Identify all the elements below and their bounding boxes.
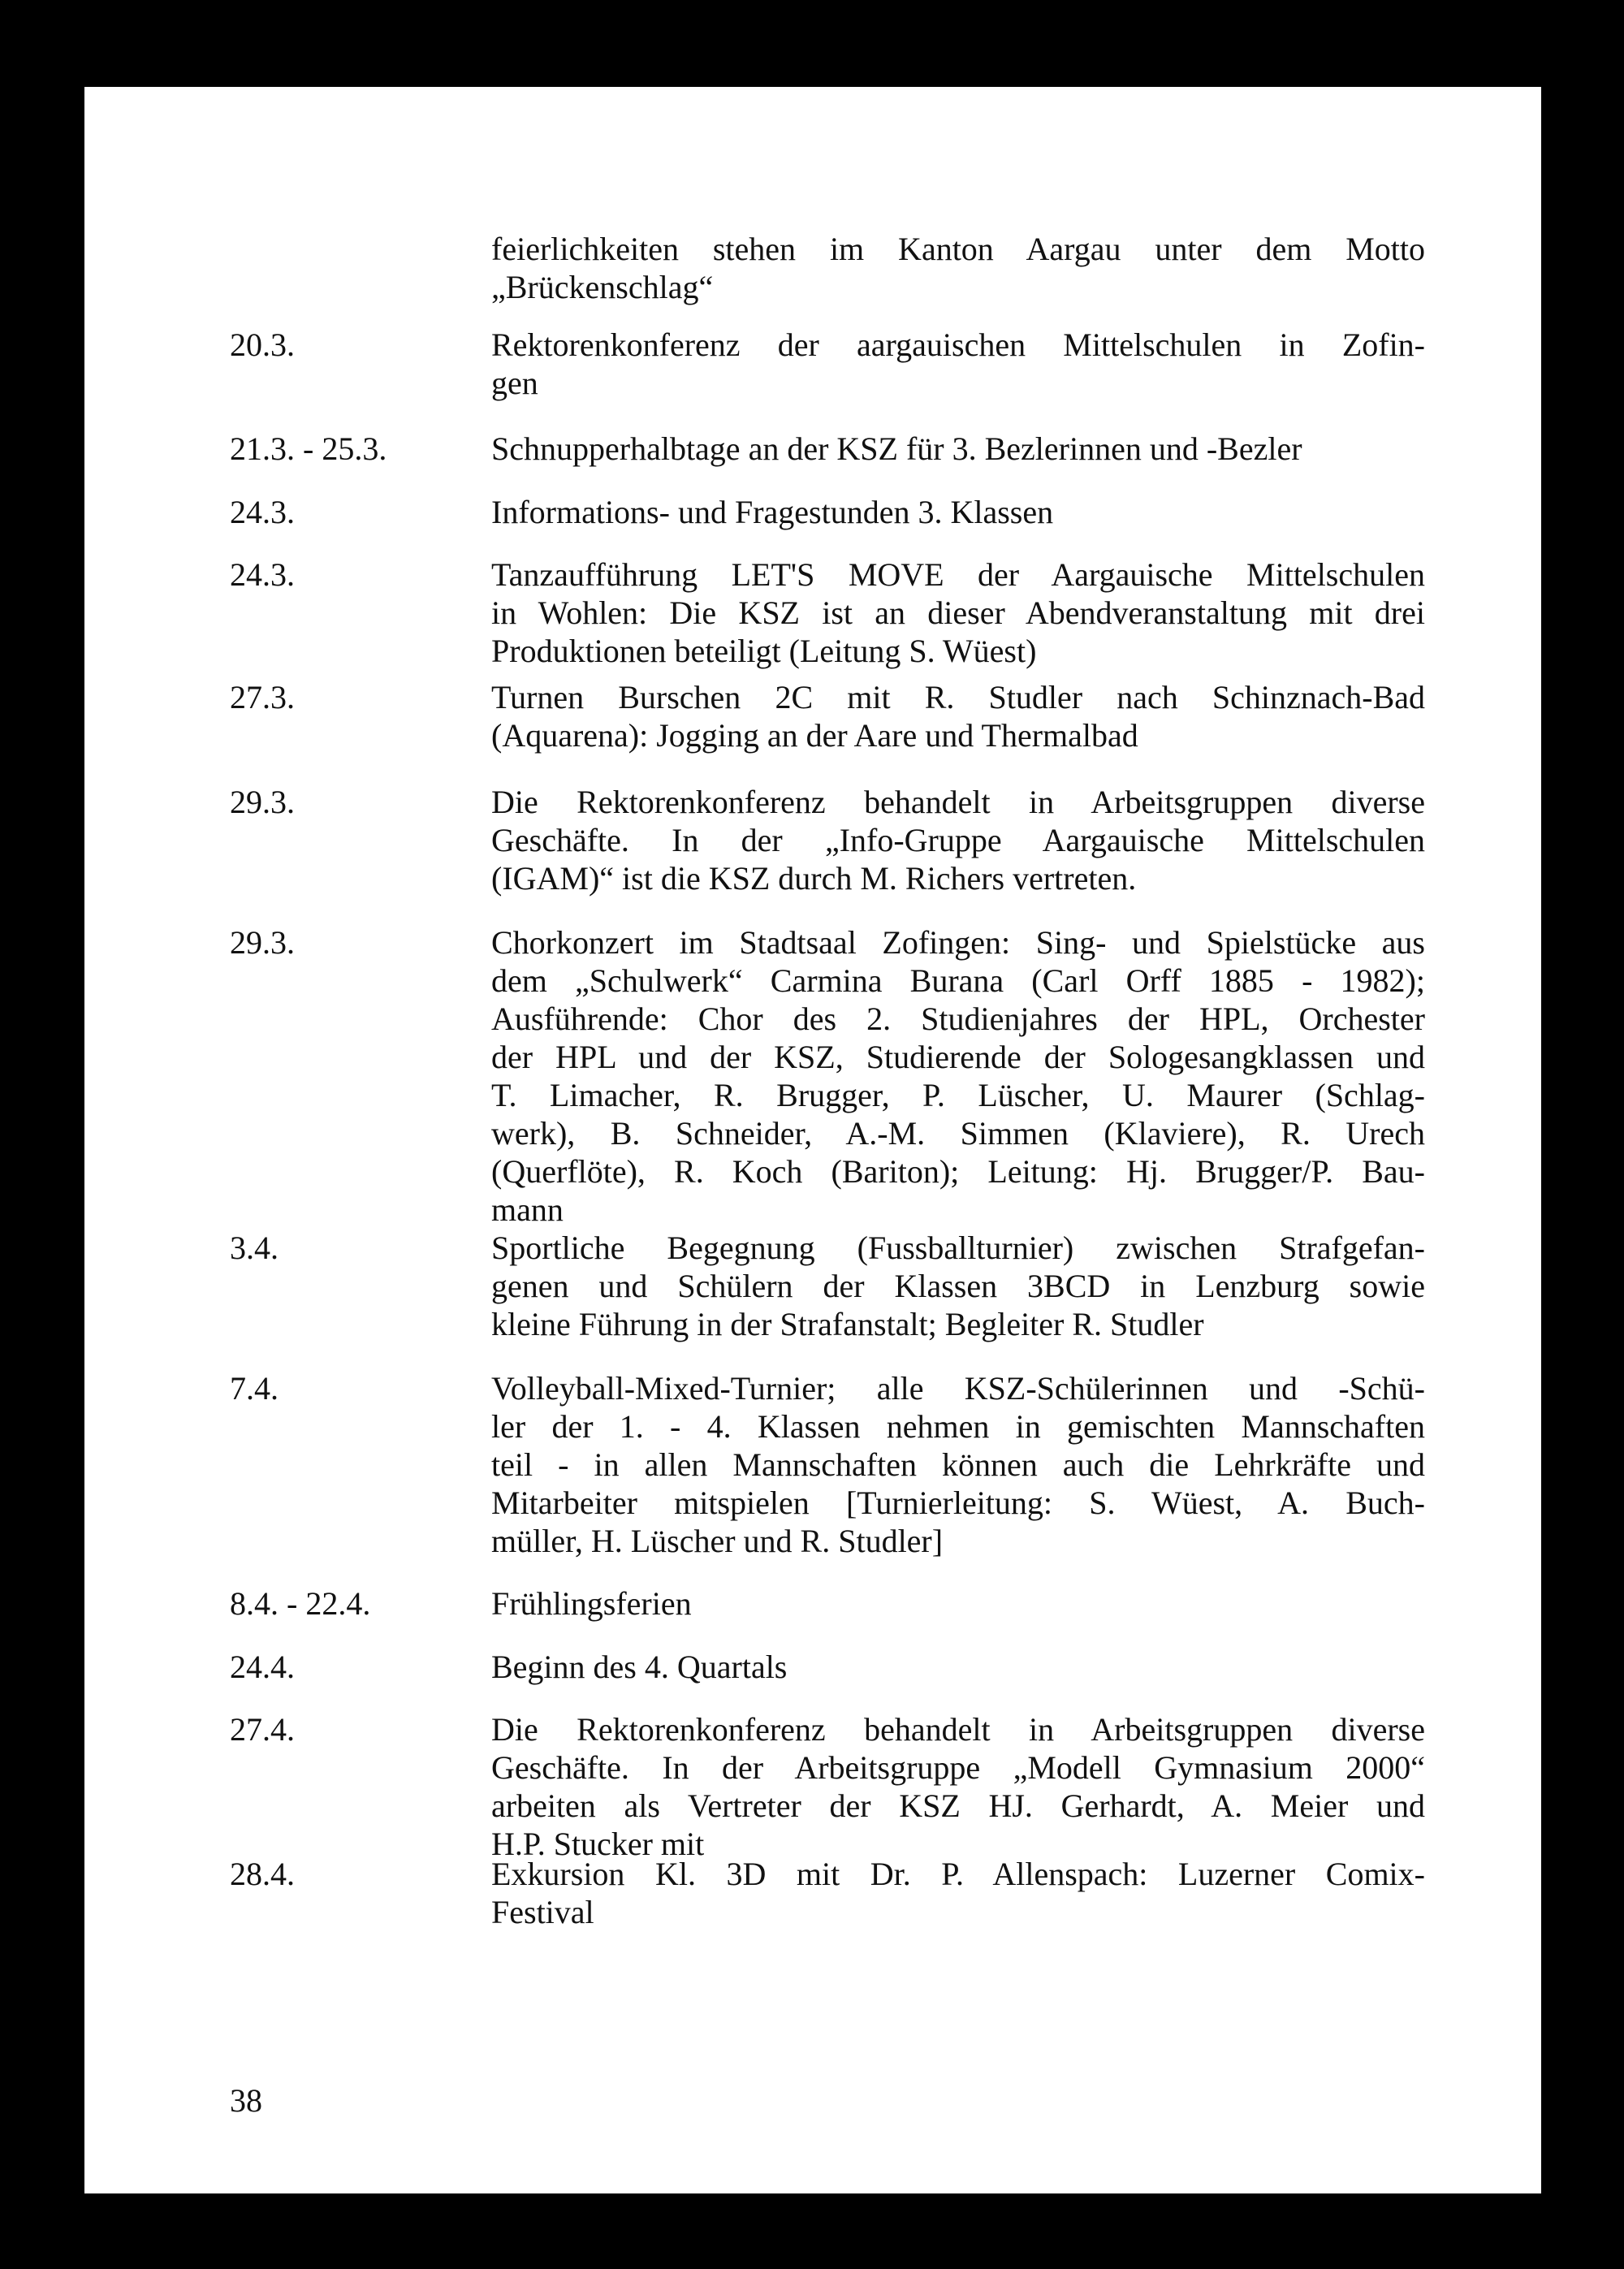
text-line: Rektorenkonferenz der aargauischen Mittelschulen in Zofin- xyxy=(491,326,1425,363)
text-line: Geschäfte. In der Arbeitsgruppe „Modell Gymnasium 2000“ xyxy=(491,1749,1425,1786)
text-line: Festival xyxy=(491,1894,594,1930)
entry-text xyxy=(491,1855,1425,1931)
text-line: (Querflöte), R. Koch (Bariton); Leitung: Hj. Brugger/P. Bau- xyxy=(491,1153,1425,1190)
entry-text xyxy=(491,1229,1425,1343)
entry-text xyxy=(491,555,1425,670)
entry-date: 20.3. xyxy=(230,326,295,363)
text-line: Beginn des 4. Quartals xyxy=(491,1649,788,1685)
text-line: (IGAM)“ ist die KSZ durch M. Richers vertreten. xyxy=(491,860,1137,897)
text-line: Frühlingsferien xyxy=(491,1585,692,1622)
text-line: T. Limacher, R. Brugger, P. Lüscher, U. Maurer (Schlag- xyxy=(491,1077,1425,1113)
text-line: müller, H. Lüscher und R. Studler] xyxy=(491,1523,944,1559)
document-page xyxy=(84,87,1541,2193)
text-line: Chorkonzert im Stadtsaal Zofingen: Sing- und Spielstücke aus xyxy=(491,924,1425,961)
text-line: werk), B. Schneider, A.-M. Simmen (Klaviere), R. Urech xyxy=(491,1115,1425,1152)
entry-text xyxy=(491,678,1425,754)
entry-date: 8.4. - 22.4. xyxy=(230,1585,371,1622)
entry-text xyxy=(491,326,1425,402)
text-line: Exkursion Kl. 3D mit Dr. P. Allenspach: Luzerner Comix- xyxy=(491,1856,1425,1892)
text-line: der HPL und der KSZ, Studierende der Sologesangklassen und xyxy=(491,1039,1425,1075)
entry-date: 29.3. xyxy=(230,784,295,820)
text-line: dem „Schulwerk“ Carmina Burana (Carl Orff 1885 - 1982); xyxy=(491,962,1425,999)
entry-date: 27.4. xyxy=(230,1711,295,1748)
entry-date: 28.4. xyxy=(230,1856,295,1892)
text-line: kleine Führung in der Strafanstalt; Begleiter R. Studler xyxy=(491,1306,1204,1342)
entry-date: 29.3. xyxy=(230,924,295,961)
text-line: ler der 1. - 4. Klassen nehmen in gemischten Mannschaften xyxy=(491,1408,1425,1445)
text-line: Turnen Burschen 2C mit R. Studler nach Schinznach-Bad xyxy=(491,679,1425,715)
text-line: Tanzaufführung LET'S MOVE der Aargauische Mittelschulen xyxy=(491,556,1425,593)
entry-date: 7.4. xyxy=(230,1370,279,1407)
text-line: Informations- und Fragestunden 3. Klassen xyxy=(491,494,1054,530)
entry-text xyxy=(491,783,1425,897)
text-line: „Brückenschlag“ xyxy=(491,269,714,305)
text-line: teil - in allen Mannschaften können auch die Lehrkräfte und xyxy=(491,1446,1425,1483)
text-line: feierlichkeiten stehen im Kanton Aargau unter dem Motto xyxy=(491,231,1425,267)
entry-date: 27.3. xyxy=(230,679,295,715)
text-line: Volleyball-Mixed-Turnier; alle KSZ-Schülerinnen und -Schü- xyxy=(491,1370,1425,1407)
text-line: Schnupperhalbtage an der KSZ für 3. Bezlerinnen und -Bezler xyxy=(491,430,1302,467)
entry-text xyxy=(491,1369,1425,1560)
entry-text xyxy=(491,923,1425,1229)
page-number: 38 xyxy=(230,2082,262,2119)
entry-date: 24.4. xyxy=(230,1649,295,1685)
text-line: Ausführende: Chor des 2. Studienjahres der HPL, Orchester xyxy=(491,1001,1425,1037)
entry-text xyxy=(491,493,1425,531)
text-line: (Aquarena): Jogging an der Aare und Thermalbad xyxy=(491,717,1138,754)
text-line: gen xyxy=(491,365,538,401)
text-line: Die Rektorenkonferenz behandelt in Arbeitsgruppen diverse xyxy=(491,784,1425,820)
entry-text xyxy=(491,1648,1425,1686)
entry-text xyxy=(491,1710,1425,1863)
entry-text xyxy=(491,230,1425,306)
entry-date: 21.3. - 25.3. xyxy=(230,430,387,467)
entry-date: 24.3. xyxy=(230,494,295,530)
entry-text xyxy=(491,430,1425,468)
text-line: Geschäfte. In der „Info-Gruppe Aargauische Mittelschulen xyxy=(491,822,1425,858)
text-line: mann xyxy=(491,1191,564,1228)
text-line: H.P. Stucker mit xyxy=(491,1826,705,1862)
entry-date: 24.3. xyxy=(230,556,295,593)
text-line: genen und Schülern der Klassen 3BCD in Lenzburg sowie xyxy=(491,1268,1425,1304)
text-line: in Wohlen: Die KSZ ist an dieser Abendveranstaltung mit drei xyxy=(491,594,1425,631)
text-line: Mitarbeiter mitspielen [Turnierleitung: S. Wüest, A. Buch- xyxy=(491,1485,1425,1521)
text-line: Produktionen beteiligt (Leitung S. Wüest) xyxy=(491,633,1037,669)
entry-text xyxy=(491,1584,1425,1623)
entry-date: 3.4. xyxy=(230,1230,279,1266)
text-line: Sportliche Begegnung (Fussballturnier) zwischen Strafgefan- xyxy=(491,1230,1425,1266)
text-line: Die Rektorenkonferenz behandelt in Arbeitsgruppen diverse xyxy=(491,1711,1425,1748)
text-line: arbeiten als Vertreter der KSZ HJ. Gerhardt, A. Meier und xyxy=(491,1787,1425,1824)
